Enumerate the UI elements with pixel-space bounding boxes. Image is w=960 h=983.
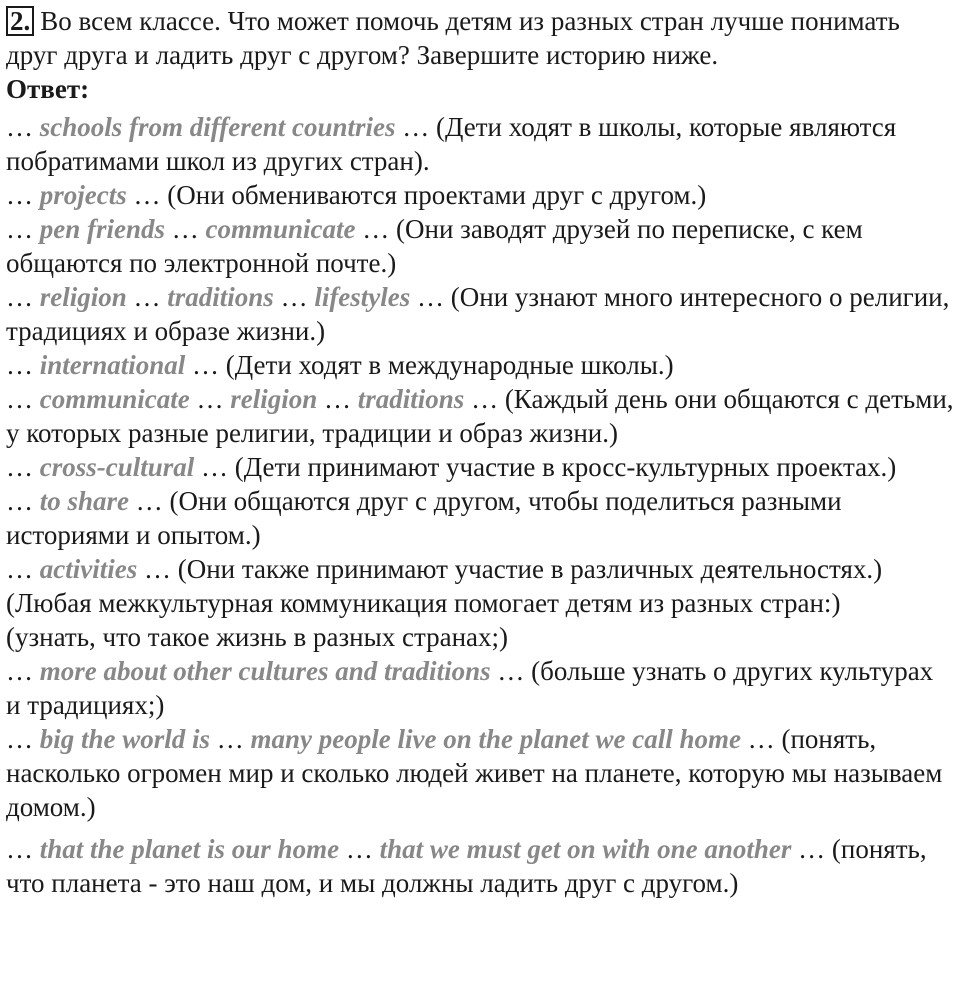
translation-text: (узнать, что такое жизнь в разных странах;) — [6, 622, 508, 652]
translation-text: … (Дети ходят в школы, которые являются побратимами школ из других стран). — [6, 112, 897, 176]
translation-text: (Любая межкультурная коммуникация помогает детям из разных стран:) — [6, 588, 841, 618]
task-number: 2. — [6, 6, 34, 36]
answer-paragraph — [6, 212, 954, 280]
answer-paragraph — [6, 586, 954, 620]
answer-phrase: schools from different countries — [39, 112, 396, 142]
translation-text: … — [339, 834, 380, 864]
answer-phrase: communicate — [39, 384, 190, 414]
answer-paragraph — [6, 552, 954, 586]
translation-text: … — [6, 486, 40, 516]
answer-phrase: communicate — [205, 214, 356, 244]
translation-text: … — [6, 282, 40, 312]
translation-text: … — [165, 214, 206, 244]
translation-text: … — [189, 384, 231, 414]
answer-phrase: pen friends — [39, 214, 166, 244]
answer-phrase: international — [39, 350, 186, 380]
answer-phrase: traditions — [167, 282, 274, 312]
translation-text: … (Каждый день они общаются с детьми, у которых разные религии, традиции и образ жизни.) — [6, 384, 954, 448]
translation-text: … (больше узнать о других культурах и традициях;) — [6, 656, 934, 720]
translation-text: … (понять, насколько огромен мир и сколько людей живет на планете, которую мы называем домом.) — [6, 724, 943, 822]
translation-text: … — [273, 282, 315, 312]
answer-phrase: projects — [39, 180, 127, 210]
translation-text: … (Дети принимают участие в кросс-культурных проектах.) — [194, 452, 897, 482]
answer-phrase: more about other cultures and traditions — [39, 656, 491, 686]
translation-text: … — [6, 384, 40, 414]
translation-text: … (Дети ходят в международные школы.) — [185, 350, 674, 380]
translation-text: … (Они обмениваются проектами друг с другом.) — [126, 180, 707, 210]
translation-text: … — [210, 724, 251, 754]
answer-phrase: lifestyles — [314, 282, 411, 312]
translation-text: … — [6, 554, 40, 584]
task-prompt — [6, 4, 954, 72]
answer-paragraph — [6, 654, 954, 722]
answer-paragraph — [6, 620, 954, 654]
translation-text: … — [126, 282, 168, 312]
translation-text: … (Они также принимают участие в различных деятельностях.) — [137, 554, 883, 584]
translation-text: … — [6, 724, 40, 754]
answer-phrase: cross-cultural — [39, 452, 195, 482]
translation-text: … (Они общаются друг с другом, чтобы поделиться разными историями и опытом.) — [6, 486, 842, 550]
translation-text: … — [6, 452, 40, 482]
translation-text: … — [6, 656, 40, 686]
translation-text: … (понять, что планета - это наш дом, и мы должны ладить друг с другом.) — [6, 834, 927, 898]
translation-text: … — [6, 350, 40, 380]
answer-paragraph — [6, 832, 954, 900]
answer-paragraph — [6, 450, 954, 484]
answer-paragraph — [6, 484, 954, 552]
answer-paragraph — [6, 178, 954, 212]
translation-text: … — [6, 112, 40, 142]
answer-phrase: religion — [230, 384, 318, 414]
answer-phrase: to share — [39, 486, 130, 516]
translation-text: … — [6, 834, 40, 864]
translation-text: … (Они узнают много интересного о религии, традициях и образе жизни.) — [6, 282, 950, 346]
translation-text: … (Они заводят друзей по переписке, с кем общаются по электронной почте.) — [6, 214, 863, 278]
answer-label: Ответ: — [6, 74, 90, 104]
answer-phrase: that we must get on with one another — [379, 834, 792, 864]
answer-paragraph — [6, 280, 954, 348]
answer-phrase: religion — [39, 282, 127, 312]
answer-paragraph — [6, 110, 954, 178]
answer-phrase: many people live on the planet we call home — [250, 724, 741, 754]
answer-phrase: that the planet is our home — [39, 834, 340, 864]
answer-paragraph — [6, 722, 954, 824]
translation-text: … — [6, 214, 40, 244]
answer-phrase: traditions — [357, 384, 465, 414]
answer-list — [6, 110, 954, 900]
translation-text: … — [6, 180, 40, 210]
task-question: Во всем классе. Что может помочь детям из разных стран лучше понимать друг друга и ладить друг с другом? Завершите историю ниже. — [6, 6, 900, 70]
translation-text: … — [317, 384, 358, 414]
answer-phrase: activities — [39, 554, 138, 584]
answer-paragraph — [6, 348, 954, 382]
answer-paragraph — [6, 382, 954, 450]
answer-phrase: big the world is — [39, 724, 211, 754]
